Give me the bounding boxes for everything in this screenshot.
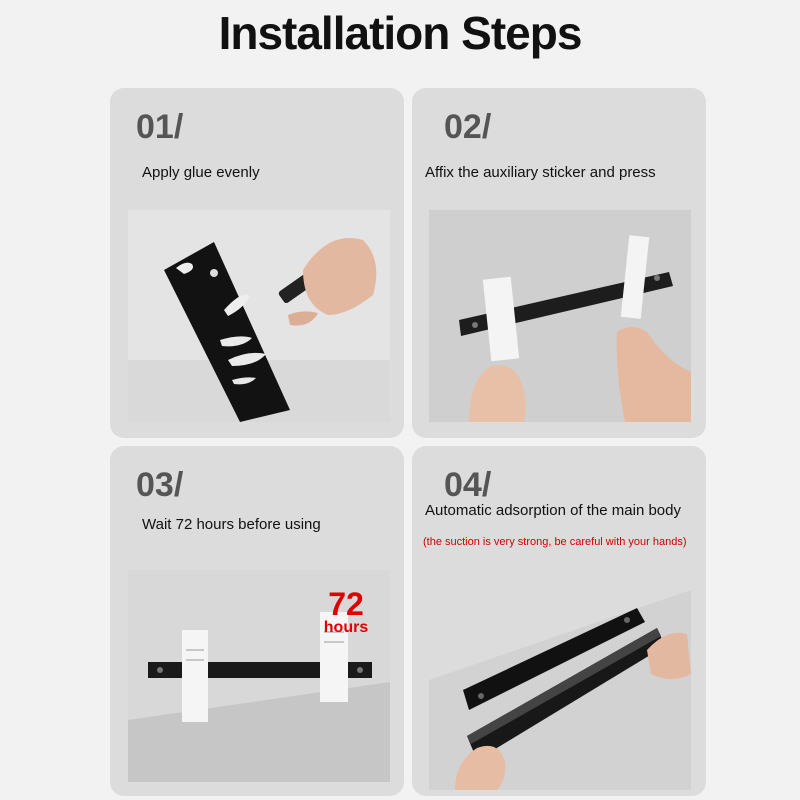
badge-value: 72 [328, 586, 364, 622]
step-card-4 [412, 446, 706, 796]
step-number: 04/ [444, 466, 492, 504]
step-card-1 [110, 88, 404, 438]
wait-time-badge [316, 588, 376, 636]
warning-note: (the suction is very strong, be careful with your hands) [423, 536, 687, 548]
wait-photo [128, 570, 390, 782]
page-title: Installation Steps [218, 7, 582, 59]
sticker-press-photo [429, 210, 691, 422]
step-description: Automatic adsorption of the main body [425, 502, 681, 519]
glue-application-photo [128, 210, 390, 422]
step-description: Apply glue evenly [142, 164, 260, 181]
step-number: 01/ [136, 108, 184, 146]
badge-unit: hours [323, 619, 369, 636]
step-card-2 [412, 88, 706, 438]
step-card-3 [110, 446, 404, 796]
step-description: Wait 72 hours before using [142, 516, 321, 533]
adsorption-photo [429, 570, 691, 790]
step-description: Affix the auxiliary sticker and press [425, 164, 656, 181]
step-number: 02/ [444, 108, 492, 146]
step-number: 03/ [136, 466, 184, 504]
